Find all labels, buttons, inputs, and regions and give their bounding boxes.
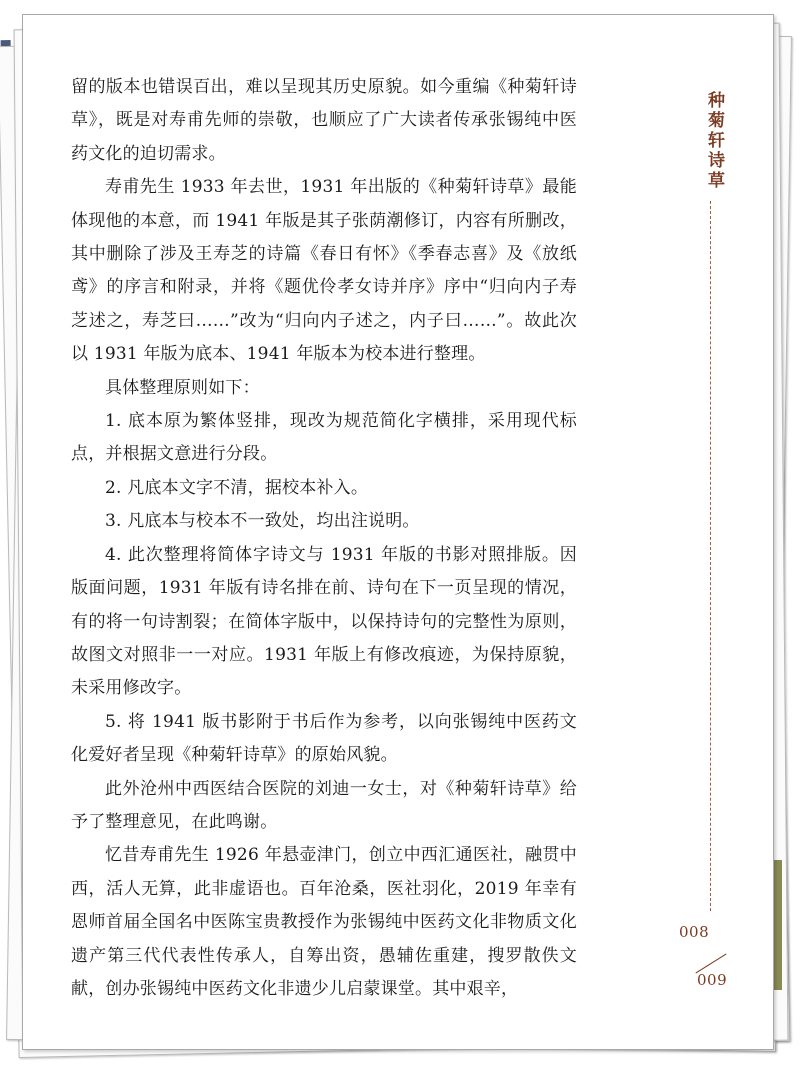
- paragraph: 留的版本也错误百出，难以呈现其历史原貌。如今重编《种菊轩诗草》，既是对寿甫先师的崇敬，也顺应了广大读者传承张锡纯中医药文化的迫切需求。: [71, 77, 577, 164]
- paragraph: 1. 底本原为繁体竖排，现改为规范简化字横排，采用现代标点，并根据文意进行分段。: [71, 411, 577, 465]
- page-number-left: 008: [679, 923, 710, 941]
- book-page: [22, 14, 774, 1050]
- paragraph: 此外沧州中西医结合医院的刘迪一女士，对《种菊轩诗草》给予了整理意见，在此鸣谢。: [71, 778, 577, 832]
- paragraph: 3. 凡底本与校本不一致处，均出注说明。: [105, 511, 420, 532]
- paragraph: 具体整理原则如下：: [105, 377, 260, 398]
- paragraph: 2. 凡底本文字不清，据校本补入。: [105, 477, 369, 498]
- paragraph: 4. 此次整理将简体字诗文与 1931 年版的书影对照排版。因版面问题，1931 年版有诗名排在前、诗句在下一页呈现的情况，有的将一句诗割裂；在简体字版中，以保持诗句的完整性为原则，故图文对照非一一对应。1931 年版上有修改痕迹，为保持原貌，未采用修改字。: [71, 544, 577, 699]
- paragraph: 寿甫先生 1933 年去世，1931 年出版的《种菊轩诗草》最能体现他的本意，而 1941 年版是其子张荫潮修订，内容有所删改，其中删除了涉及王寿芝的诗篇《春日有怀》《季春志喜》及《放纸鸢》的序言和附录，并将《题优伶孝女诗并序》序中“归向内子寿芝述之，寿芝曰……”改为“归向内子述之，内子曰……”。故此次以 1931 年版为底本、1941 年版本为校本进行整理。: [71, 177, 577, 365]
- margin-rule: [710, 201, 711, 911]
- page-number-right: 009: [697, 971, 728, 989]
- paragraph: 5. 将 1941 版书影附于书后作为参考，以向张锡纯中医药文化爱好者呈现《种菊轩诗草》的原始风貌。: [71, 711, 577, 766]
- paragraph: 忆昔寿甫先生 1926 年悬壶津门，创立中西汇通医社，融贯中西，活人无算，此非虚语也。百年沧桑，医社羽化，2019 年幸有恩师首届全国名中医陈宝贵教授作为张锡纯中医药文化非物质文化遗产第三代代表性传承人，自筹出资，愚辅佐重建，搜罗散佚文献，创办张锡纯中医药文化非遗少儿启蒙课堂。其中艰辛，: [71, 845, 577, 999]
- body-text: [71, 71, 577, 1006]
- running-title: 种菊轩诗草: [704, 91, 724, 191]
